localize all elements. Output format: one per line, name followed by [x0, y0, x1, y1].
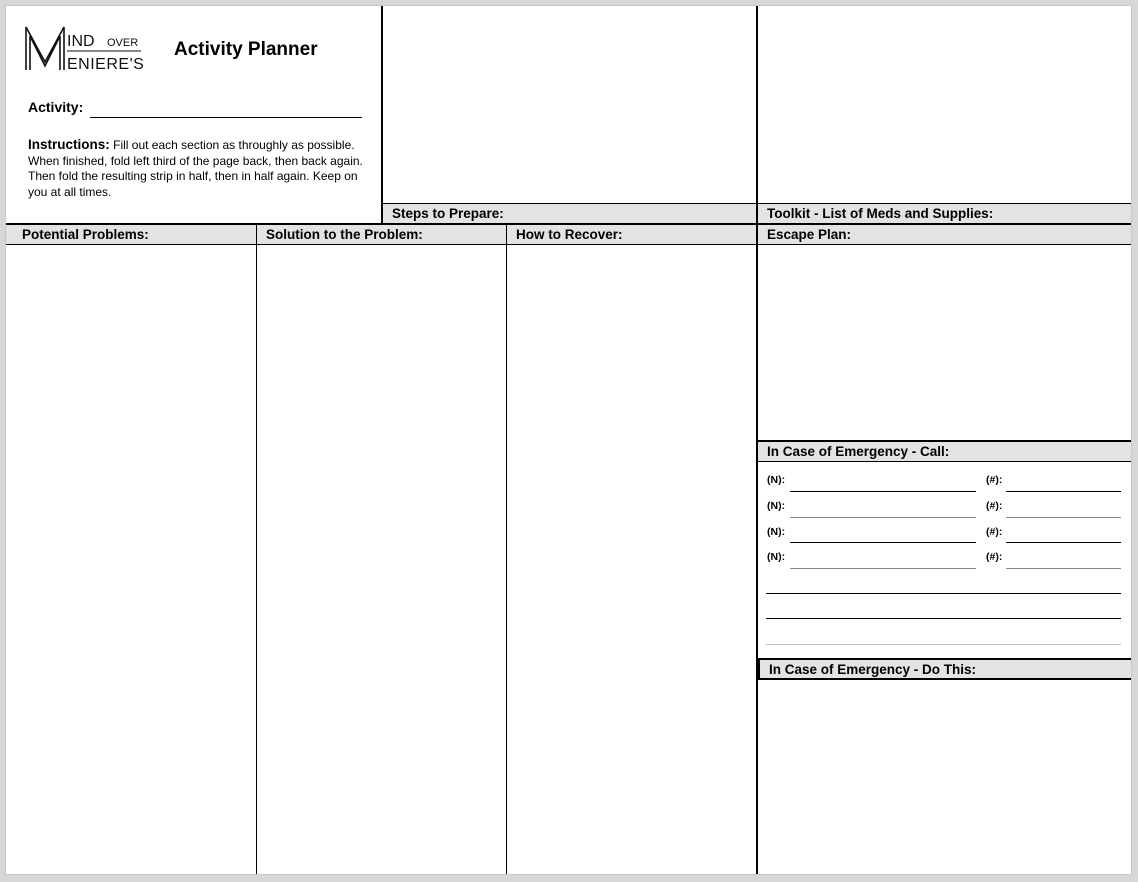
instructions-text: Fill out each section as throughly as possible. When finished, fold left third of the page back, then back again. Then fold the resulting strip in half, then in half again. Keep on you at all times.: [28, 138, 363, 199]
contact-number-label: (#):: [986, 500, 1003, 512]
divider-col3: [506, 224, 507, 875]
emergency-do-this-header: In Case of Emergency - Do This:: [758, 658, 1132, 680]
activity-field[interactable]: [90, 117, 362, 118]
contact-number-field[interactable]: [1006, 517, 1121, 518]
divider-col2: [256, 224, 257, 875]
potential-problems-header: Potential Problems:: [6, 225, 256, 245]
contact-number-label: (#):: [986, 551, 1003, 563]
activity-planner-page: [5, 5, 1132, 875]
contact-name-label: (N):: [767, 551, 786, 563]
emergency-call-header: In Case of Emergency - Call:: [758, 440, 1132, 462]
contact-number-label: (#):: [986, 526, 1003, 538]
logo-line2: ENIERE'S: [67, 56, 145, 73]
contact-name-field[interactable]: [790, 568, 976, 569]
contact-name-label: (N):: [767, 526, 786, 538]
contact-name-field[interactable]: [790, 542, 976, 543]
logo-over: OVER: [107, 37, 139, 49]
escape-plan-header: Escape Plan:: [758, 225, 1132, 245]
logo-line1: IND: [67, 33, 95, 50]
contact-name-label: (N):: [767, 500, 786, 512]
contact-name-field[interactable]: [790, 491, 976, 492]
page-title: Activity Planner: [174, 39, 318, 60]
activity-label: Activity:: [28, 99, 84, 115]
contact-number-label: (#):: [986, 474, 1003, 486]
contact-number-field[interactable]: [1006, 568, 1121, 569]
steps-to-prepare-header: Steps to Prepare:: [383, 203, 756, 223]
how-to-recover-header: How to Recover:: [507, 225, 756, 245]
contact-number-field[interactable]: [1006, 542, 1121, 543]
contact-name-field[interactable]: [790, 517, 976, 518]
contact-number-field[interactable]: [1006, 491, 1121, 492]
instructions: [28, 137, 366, 200]
note-line[interactable]: [766, 618, 1121, 619]
contact-name-label: (N):: [767, 474, 786, 486]
instructions-label: Instructions:: [28, 137, 110, 152]
toolkit-header: Toolkit - List of Meds and Supplies:: [758, 203, 1132, 223]
mind-over-menieres-logo: [25, 24, 149, 78]
solution-header: Solution to the Problem:: [257, 225, 506, 245]
note-line[interactable]: [766, 593, 1121, 594]
divider-left-top: [381, 6, 383, 224]
note-line[interactable]: [766, 644, 1121, 645]
